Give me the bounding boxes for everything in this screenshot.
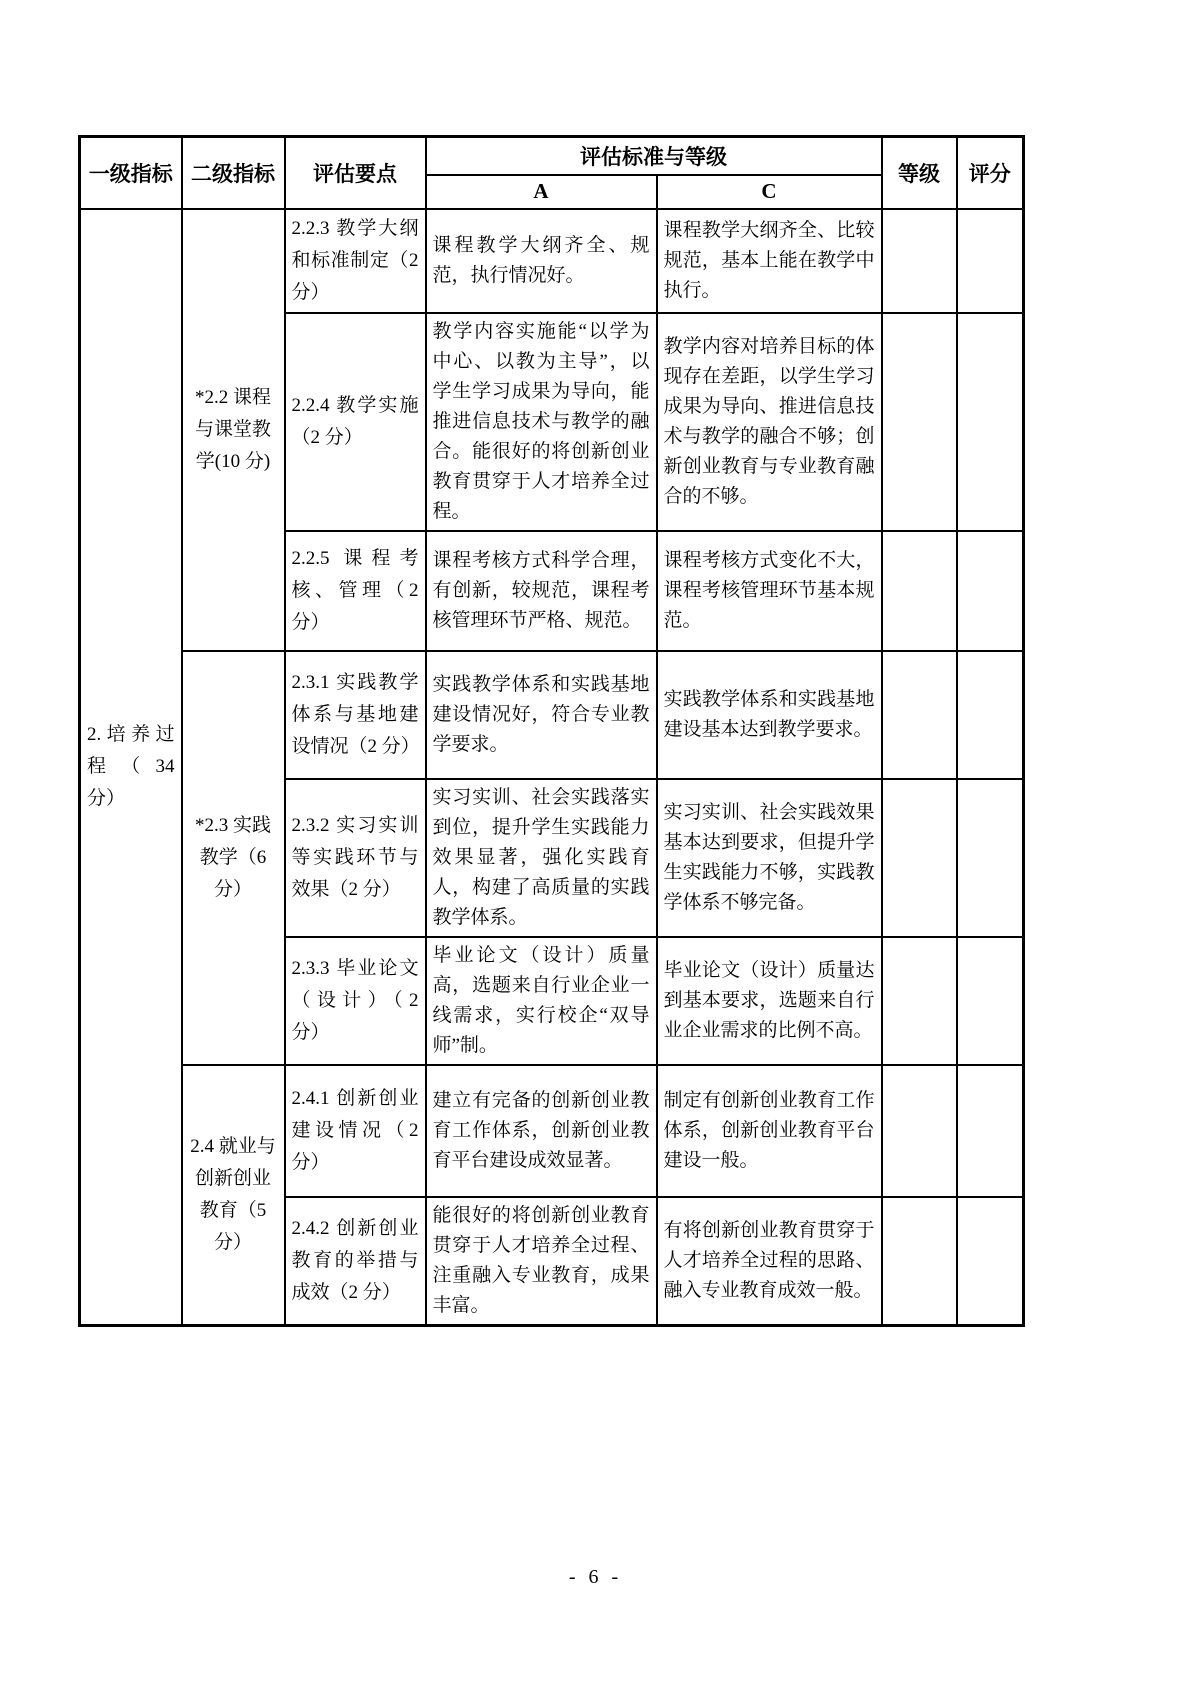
grade-cell (882, 313, 957, 531)
grade-cell (882, 651, 957, 779)
score-cell (957, 937, 1024, 1065)
header-score: 评分 (957, 137, 1024, 209)
level1-indicator-cell: 2.培养过程 （ 34 分） (80, 209, 182, 1326)
table-row (80, 1065, 1024, 1197)
standard-c-cell: 课程考核方式变化不大，课程考核管理环节基本规范。 (657, 531, 882, 651)
eval-point-cell: 2.3.1 实践教学体系与基地建设情况（2 分） (285, 651, 426, 779)
header-grade-a: A (426, 175, 657, 209)
table-row (80, 651, 1024, 779)
grade-cell (882, 779, 957, 937)
level2-indicator-cell: 2.4 就业与创新创业教育（5 分） (182, 1065, 285, 1326)
page-number: - 6 - (568, 1566, 623, 1588)
standard-c-cell: 有将创新创业教育贯穿于人才培养全过程的思路、融入专业教育成效一般。 (657, 1197, 882, 1326)
grade-cell (882, 531, 957, 651)
header-grade: 等级 (882, 137, 957, 209)
header-level1-indicator: 一级指标 (80, 137, 182, 209)
eval-point-cell: 2.4.1 创新创业建设情况（2 分） (285, 1065, 426, 1197)
eval-point-cell: 2.2.4 教学实施（2 分） (285, 313, 426, 531)
level2-indicator-cell: *2.3 实践教学（6 分） (182, 651, 285, 1065)
standard-c-cell: 教学内容对培养目标的体现存在差距，以学生学习成果为导向、推进信息技术与教学的融合不够；创新创业教育与专业教育融合的不够。 (657, 313, 882, 531)
table-row (80, 209, 1024, 313)
grade-cell (882, 937, 957, 1065)
eval-point-cell: 2.4.2 创新创业教育的举措与成效（2 分） (285, 1197, 426, 1326)
eval-point-cell: 2.3.3 毕业论文（设计）（2 分） (285, 937, 426, 1065)
header-standards-grades: 评估标准与等级 (426, 137, 882, 175)
standard-a-cell: 课程考核方式科学合理，有创新，较规范，课程考核管理环节严格、规范。 (426, 531, 657, 651)
standard-a-cell: 教学内容实施能“以学为中心、以教为主导”，以学生学习成果为导向，能推进信息技术与教学的融合。能很好的将创新创业教育贯穿于人才培养全过程。 (426, 313, 657, 531)
grade-cell (882, 1065, 957, 1197)
eval-point-cell: 2.2.3 教学大纲和标准制定（2 分） (285, 209, 426, 313)
score-cell (957, 209, 1024, 313)
standard-a-cell: 课程教学大纲齐全、规范，执行情况好。 (426, 209, 657, 313)
standard-c-cell: 实践教学体系和实践基地建设基本达到教学要求。 (657, 651, 882, 779)
standard-a-cell: 毕业论文（设计）质量高，选题来自行业企业一线需求，实行校企“双导师”制。 (426, 937, 657, 1065)
eval-point-cell: 2.3.2 实习实训等实践环节与效果（2 分） (285, 779, 426, 937)
eval-point-cell: 2.2.5 课程考核、管理（2 分） (285, 531, 426, 651)
standard-a-cell: 能很好的将创新创业教育贯穿于人才培养全过程、注重融入专业教育，成果丰富。 (426, 1197, 657, 1326)
score-cell (957, 531, 1024, 651)
header-grade-c: C (657, 175, 882, 209)
standard-c-cell: 课程教学大纲齐全、比较规范，基本上能在教学中执行。 (657, 209, 882, 313)
level2-indicator-cell: *2.2 课程与课堂教学(10 分) (182, 209, 285, 651)
standard-a-cell: 实习实训、社会实践落实到位，提升学生实践能力效果显著，强化实践育人，构建了高质量的实践教学体系。 (426, 779, 657, 937)
grade-cell (882, 209, 957, 313)
header-row-1 (80, 137, 1024, 175)
score-cell (957, 1065, 1024, 1197)
standard-a-cell: 建立有完备的创新创业教育工作体系，创新创业教育平台建设成效显著。 (426, 1065, 657, 1197)
score-cell (957, 313, 1024, 531)
standard-c-cell: 毕业论文（设计）质量达到基本要求，选题来自行业企业需求的比例不高。 (657, 937, 882, 1065)
standard-c-cell: 制定有创新创业教育工作体系，创新创业教育平台建设一般。 (657, 1065, 882, 1197)
score-cell (957, 779, 1024, 937)
standard-a-cell: 实践教学体系和实践基地建设情况好，符合专业教学要求。 (426, 651, 657, 779)
score-cell (957, 651, 1024, 779)
score-cell (957, 1197, 1024, 1326)
standard-c-cell: 实习实训、社会实践效果基本达到要求，但提升学生实践能力不够，实践教学体系不够完备。 (657, 779, 882, 937)
header-eval-points: 评估要点 (285, 137, 426, 209)
grade-cell (882, 1197, 957, 1326)
header-level2-indicator: 二级指标 (182, 137, 285, 209)
evaluation-table (78, 135, 1025, 1327)
